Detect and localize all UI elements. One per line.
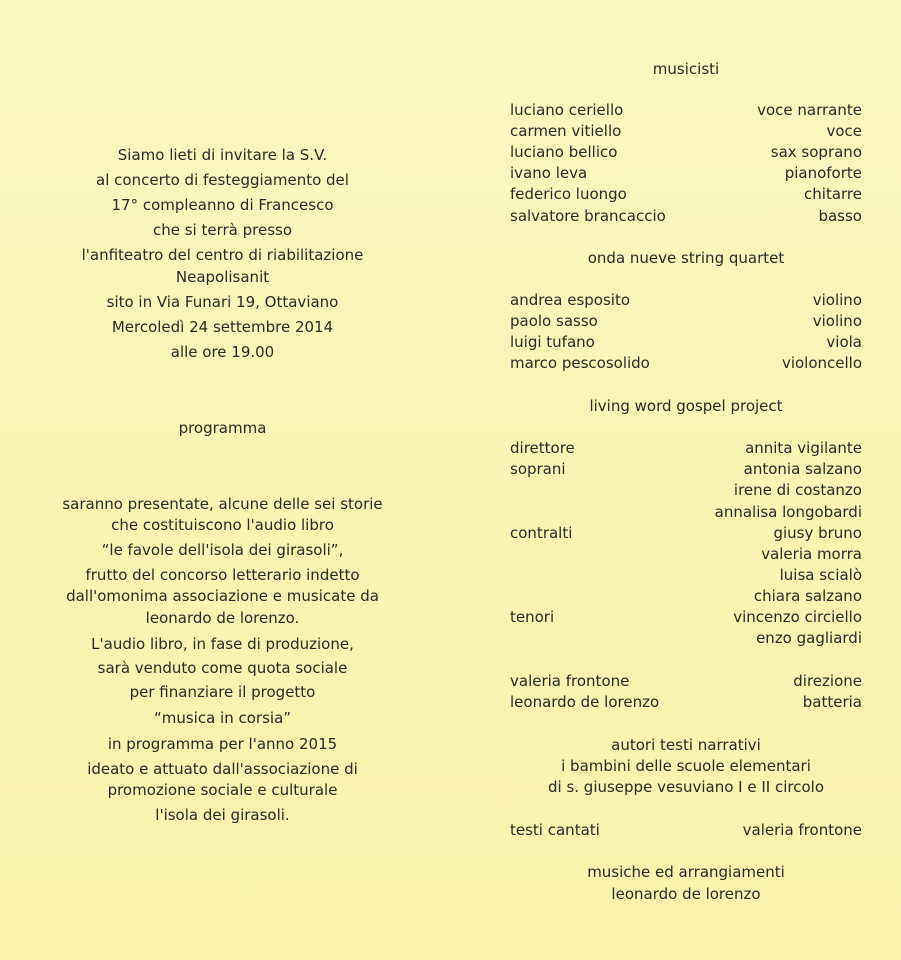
programma-line: “musica in corsia”: [153, 709, 292, 727]
quartet-heading: onda nueve string quartet: [587, 249, 785, 267]
invite-line: Mercoledì 24 settembre 2014: [111, 318, 334, 336]
musician-name: luciano bellico: [510, 143, 618, 161]
extra-name: leonardo de lorenzo: [510, 693, 660, 711]
gospel-singer: luisa scialò: [779, 566, 862, 584]
gospel-row: [510, 586, 862, 606]
musician-row: [510, 206, 862, 226]
quartet-row: [510, 290, 862, 310]
autori-heading: autori testi narrativi: [611, 736, 761, 754]
programma-line: dall'omonima associazione e musicate da: [66, 587, 379, 605]
testi-row: [510, 820, 862, 840]
programma-line: leonardo de lorenzo.: [145, 609, 300, 627]
invite-line: Neapolisanit: [175, 268, 270, 286]
gospel-section: contralti: [510, 524, 573, 542]
gospel-row: [510, 480, 862, 500]
autori-line: i bambini delle scuole elementari: [561, 757, 811, 775]
gospel-section: tenori: [510, 608, 555, 626]
quartet-name: andrea esposito: [510, 291, 631, 309]
musician-role: voce narrante: [757, 101, 862, 119]
gospel-singer: valeria morra: [761, 545, 862, 563]
musician-row: [510, 121, 862, 141]
musician-role: chitarre: [804, 185, 862, 203]
programma-line: L'audio libro, in fase di produzione,: [91, 635, 354, 653]
gospel-heading: living word gospel project: [589, 397, 783, 415]
musician-name: ivano leva: [510, 164, 588, 182]
invite-line: che si terrà presso: [152, 221, 293, 239]
gospel-row: [510, 438, 862, 458]
musician-name: salvatore brancaccio: [510, 207, 666, 225]
musician-role: basso: [818, 207, 862, 225]
gospel-singer: irene di costanzo: [733, 481, 862, 499]
extra-row: [510, 671, 862, 691]
programma-line: “le favole dell'isola dei girasoli”,: [101, 541, 344, 559]
gospel-row: [510, 628, 862, 648]
musician-role: sax soprano: [770, 143, 862, 161]
musician-name: federico luongo: [510, 185, 627, 203]
gospel-singer: vincenzo circiello: [733, 608, 862, 626]
gospel-row: [510, 502, 862, 522]
programma-line: ideato e attuato dall'associazione di: [87, 760, 358, 778]
autori-line: di s. giuseppe vesuviano I e II circolo: [547, 778, 825, 796]
musician-role: pianoforte: [784, 164, 862, 182]
gospel-row: [510, 544, 862, 564]
gospel-row: [510, 607, 862, 627]
gospel-singer: annita vigilante: [745, 439, 862, 457]
quartet-role: viola: [826, 333, 862, 351]
musiche-heading: musiche ed arrangiamenti: [587, 863, 785, 881]
testi-label: testi cantati: [510, 821, 600, 839]
gospel-row: [510, 523, 862, 543]
gospel-section: soprani: [510, 460, 566, 478]
extra-row: [510, 692, 862, 712]
quartet-name: paolo sasso: [510, 312, 598, 330]
invite-line: alle ore 19.00: [170, 343, 275, 361]
quartet-row: [510, 311, 862, 331]
gospel-singer: annalisa longobardi: [714, 503, 862, 521]
gospel-singer: giusy bruno: [773, 524, 862, 542]
quartet-role: violoncello: [781, 354, 862, 372]
programma-line: in programma per l'anno 2015: [107, 735, 338, 753]
invite-line: 17° compleanno di Francesco: [111, 196, 334, 214]
programma-line: promozione sociale e culturale: [107, 781, 338, 799]
gospel-singer: chiara salzano: [753, 587, 862, 605]
extra-name: valeria frontone: [510, 672, 630, 690]
invite-line: sito in Via Funari 19, Ottaviano: [106, 293, 339, 311]
programma-line: saranno presentate, alcune delle sei storie: [62, 495, 383, 513]
musicisti-heading: musicisti: [652, 60, 720, 78]
gospel-section: direttore: [510, 439, 575, 457]
programma-line: sarà venduto come quota sociale: [97, 659, 348, 677]
programma-heading: programma: [178, 419, 267, 437]
extra-role: direzione: [793, 672, 862, 690]
invite-line: al concerto di festeggiamento del: [96, 171, 349, 189]
quartet-role: violino: [812, 312, 862, 330]
gospel-row: [510, 459, 862, 479]
testi-value: valeria frontone: [742, 821, 862, 839]
gospel-row: [510, 565, 862, 585]
musiche-line: leonardo de lorenzo: [611, 885, 761, 903]
quartet-row: [510, 332, 862, 352]
gospel-singer: antonia salzano: [743, 460, 862, 478]
musician-role: voce: [826, 122, 862, 140]
invite-line: Siamo lieti di invitare la S.V.: [117, 146, 328, 164]
extra-role: batteria: [802, 693, 862, 711]
quartet-row: [510, 353, 862, 373]
musician-row: [510, 100, 862, 120]
programma-line: che costituiscono l'audio libro: [111, 516, 334, 534]
programma-line: l'isola dei girasoli.: [155, 806, 290, 824]
quartet-name: marco pescosolido: [510, 354, 650, 372]
musician-row: [510, 163, 862, 183]
musician-name: carmen vitiello: [510, 122, 622, 140]
musician-row: [510, 142, 862, 162]
programma-line: per finanziare il progetto: [129, 683, 316, 701]
programma-line: frutto del concorso letterario indetto: [85, 566, 360, 584]
gospel-singer: enzo gagliardi: [756, 629, 862, 647]
musician-row: [510, 184, 862, 204]
invite-line: l'anfiteatro del centro di riabilitazione: [81, 246, 364, 264]
quartet-name: luigi tufano: [510, 333, 595, 351]
musician-name: luciano ceriello: [510, 101, 624, 119]
quartet-role: violino: [812, 291, 862, 309]
